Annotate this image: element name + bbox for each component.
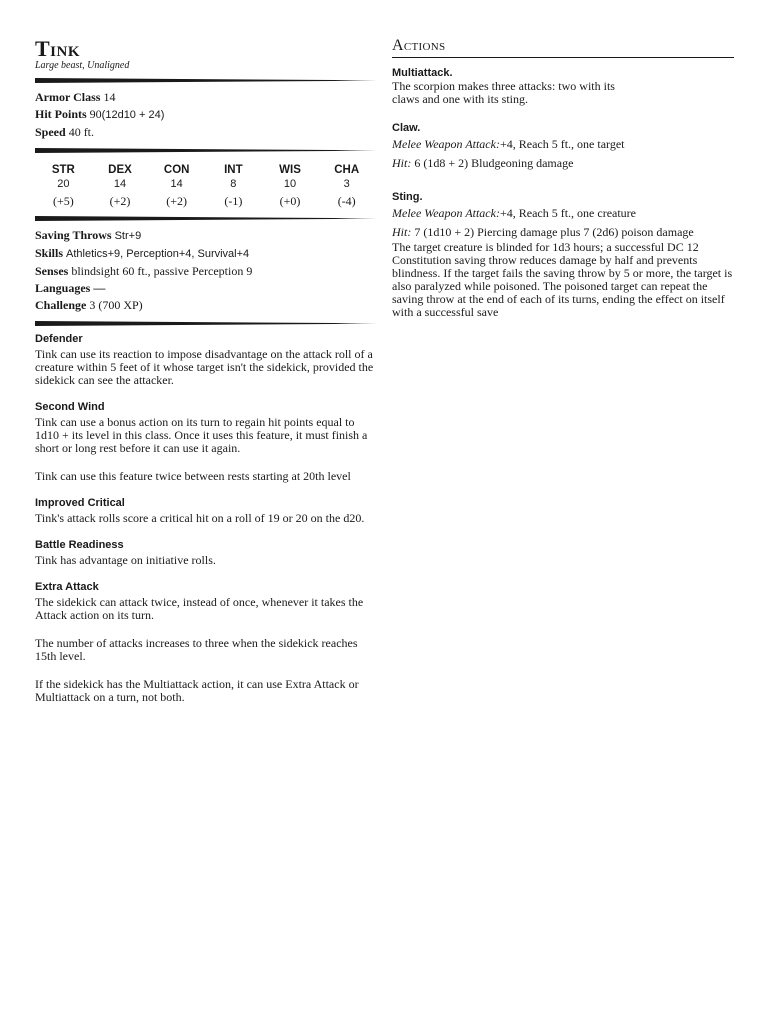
hit-label: Hit: — [392, 156, 412, 170]
speed-label: Speed — [35, 125, 66, 139]
feature-battle-readiness — [35, 538, 375, 567]
ability-dex — [92, 163, 149, 209]
languages-value: — — [93, 281, 106, 295]
feature-text: The number of attacks increases to three when the sidekick reaches 15th level. — [35, 636, 358, 663]
ability-con — [148, 163, 205, 209]
speed-row — [35, 124, 375, 141]
hit-points-label: Hit Points — [35, 107, 87, 121]
attack-line — [392, 207, 734, 220]
divider — [35, 78, 375, 83]
action-title: Multiattack. — [392, 67, 453, 79]
action-sting — [392, 190, 734, 319]
hit-text: 6 (1d8 + 2) Bludgeoning damage — [414, 156, 574, 170]
ability-name: WIS — [279, 164, 301, 176]
attack-line — [392, 138, 734, 151]
feature-text: If the sidekick has the Multiattack action, it can use Extra Attack or Multiattack on a turn, not both. — [35, 677, 359, 704]
ability-name: CON — [163, 164, 190, 176]
feature-extra-attack — [35, 580, 375, 704]
feature-second-wind — [35, 400, 375, 483]
languages-row — [35, 280, 375, 297]
ability-modifier: (+2) — [166, 194, 188, 208]
divider — [35, 321, 375, 326]
challenge-row — [35, 297, 375, 314]
ability-modifier: (+5) — [52, 194, 74, 208]
action-title: Sting. — [392, 191, 423, 203]
senses-value: blindsight 60 ft., passive Perception 9 — [71, 264, 253, 278]
skills-label: Skills — [35, 246, 64, 260]
feature-title: Second Wind — [35, 401, 105, 413]
skills-row — [35, 245, 375, 263]
statblock-left-column — [35, 36, 375, 704]
armor-class-row — [35, 89, 375, 106]
senses-label: Senses — [35, 264, 69, 278]
action-multiattack — [392, 66, 734, 106]
ability-score: 14 — [170, 178, 183, 190]
feature-text: Tink's attack rolls score a critical hit on a roll of 19 or 20 on the d20. — [35, 511, 365, 525]
statblock-right-column — [392, 36, 734, 319]
ability-name: DEX — [108, 164, 132, 176]
ability-score: 20 — [57, 178, 70, 190]
ability-name: CHA — [334, 164, 360, 176]
sting-effect-text: The target creature is blinded for 1d3 hours; a successful DC 12 Constitution saving throw reduces damage by half and prevents blindness. If the target fails the saving throw by 5 or more, the target is also paralyzed while poisoned. The poisoned target can repeat the saving throw at the end of each of its turns, ending the effect on itself with a successful save — [392, 240, 733, 319]
hit-line — [392, 226, 734, 239]
action-title: Claw. — [392, 122, 421, 134]
attack-type: Melee Weapon Attack: — [392, 206, 500, 220]
feature-text: The sidekick can attack twice, instead of once, whenever it takes the Attack action on its turn. — [35, 595, 364, 622]
ability-name: STR — [51, 164, 75, 176]
feature-text: Tink can use a bonus action on its turn to regain hit points equal to 1d10 + its level in this class. Once it uses this feature, it must finish a short or long rest before it can use it again. — [35, 415, 368, 455]
action-claw — [392, 121, 734, 170]
speed-value: 40 ft. — [68, 125, 95, 139]
action-text: The scorpion makes three attacks: two with its claws and one with its sting. — [392, 79, 615, 106]
armor-class-value: 14 — [103, 90, 116, 104]
divider — [35, 216, 375, 221]
actions-header: Actions — [392, 36, 734, 58]
attack-text: +4, Reach 5 ft., one creature — [499, 206, 637, 220]
armor-class-label: Armor Class — [35, 90, 101, 104]
monster-name: Tink — [35, 36, 81, 61]
ability-int — [205, 163, 262, 209]
feature-title: Extra Attack — [35, 581, 99, 593]
ability-name: INT — [224, 164, 243, 176]
ability-wis — [262, 163, 319, 209]
challenge-label: Challenge — [35, 298, 87, 312]
ability-scores — [35, 159, 375, 209]
divider — [35, 148, 375, 153]
feature-text: Tink can use its reaction to impose disadvantage on the attack roll of a creature within 5 feet of it whose target isn't the sidekick, provided the sidekick can see the attacker. — [35, 347, 374, 387]
feature-improved-critical — [35, 496, 375, 525]
ability-str — [35, 163, 92, 209]
hit-line — [392, 157, 734, 170]
hit-points-row — [35, 106, 375, 124]
senses-row — [35, 263, 375, 280]
hit-label: Hit: — [392, 225, 412, 239]
ability-cha — [318, 163, 375, 209]
hit-points-formula: (12d10 + 24) — [101, 109, 165, 121]
ability-modifier: (-1) — [224, 194, 243, 208]
ability-modifier: (+2) — [109, 194, 131, 208]
ability-score: 14 — [113, 178, 127, 190]
ability-score: 3 — [343, 178, 350, 190]
attack-text: +4, Reach 5 ft., one target — [499, 137, 625, 151]
hit-points-value: 90 — [89, 107, 102, 121]
ability-modifier: (-4) — [337, 194, 356, 208]
monster-subtitle: Large beast, Unaligned — [35, 60, 130, 71]
ability-modifier: (+0) — [279, 194, 301, 208]
languages-label: Languages — [35, 281, 91, 295]
feature-title: Improved Critical — [35, 497, 125, 509]
hit-text: 7 (1d10 + 2) Piercing damage plus 7 (2d6) poison damage — [414, 225, 694, 239]
feature-text: Tink has advantage on initiative rolls. — [35, 553, 216, 567]
feature-text: Tink can use this feature twice between rests starting at 20th level — [35, 469, 351, 483]
feature-title: Defender — [35, 333, 83, 345]
attack-type: Melee Weapon Attack: — [392, 137, 500, 151]
ability-score: 10 — [283, 178, 297, 190]
feature-defender — [35, 332, 375, 387]
challenge-value: 3 (700 XP) — [89, 298, 143, 312]
feature-title: Battle Readiness — [35, 539, 124, 551]
saving-throws-label: Saving Throws — [35, 228, 112, 242]
ability-score: 8 — [230, 178, 237, 190]
skills-value: Athletics+9, Perception+4, Survival+4 — [66, 248, 250, 260]
saving-throws-value: Str+9 — [114, 230, 142, 242]
saving-throws-row — [35, 227, 375, 245]
